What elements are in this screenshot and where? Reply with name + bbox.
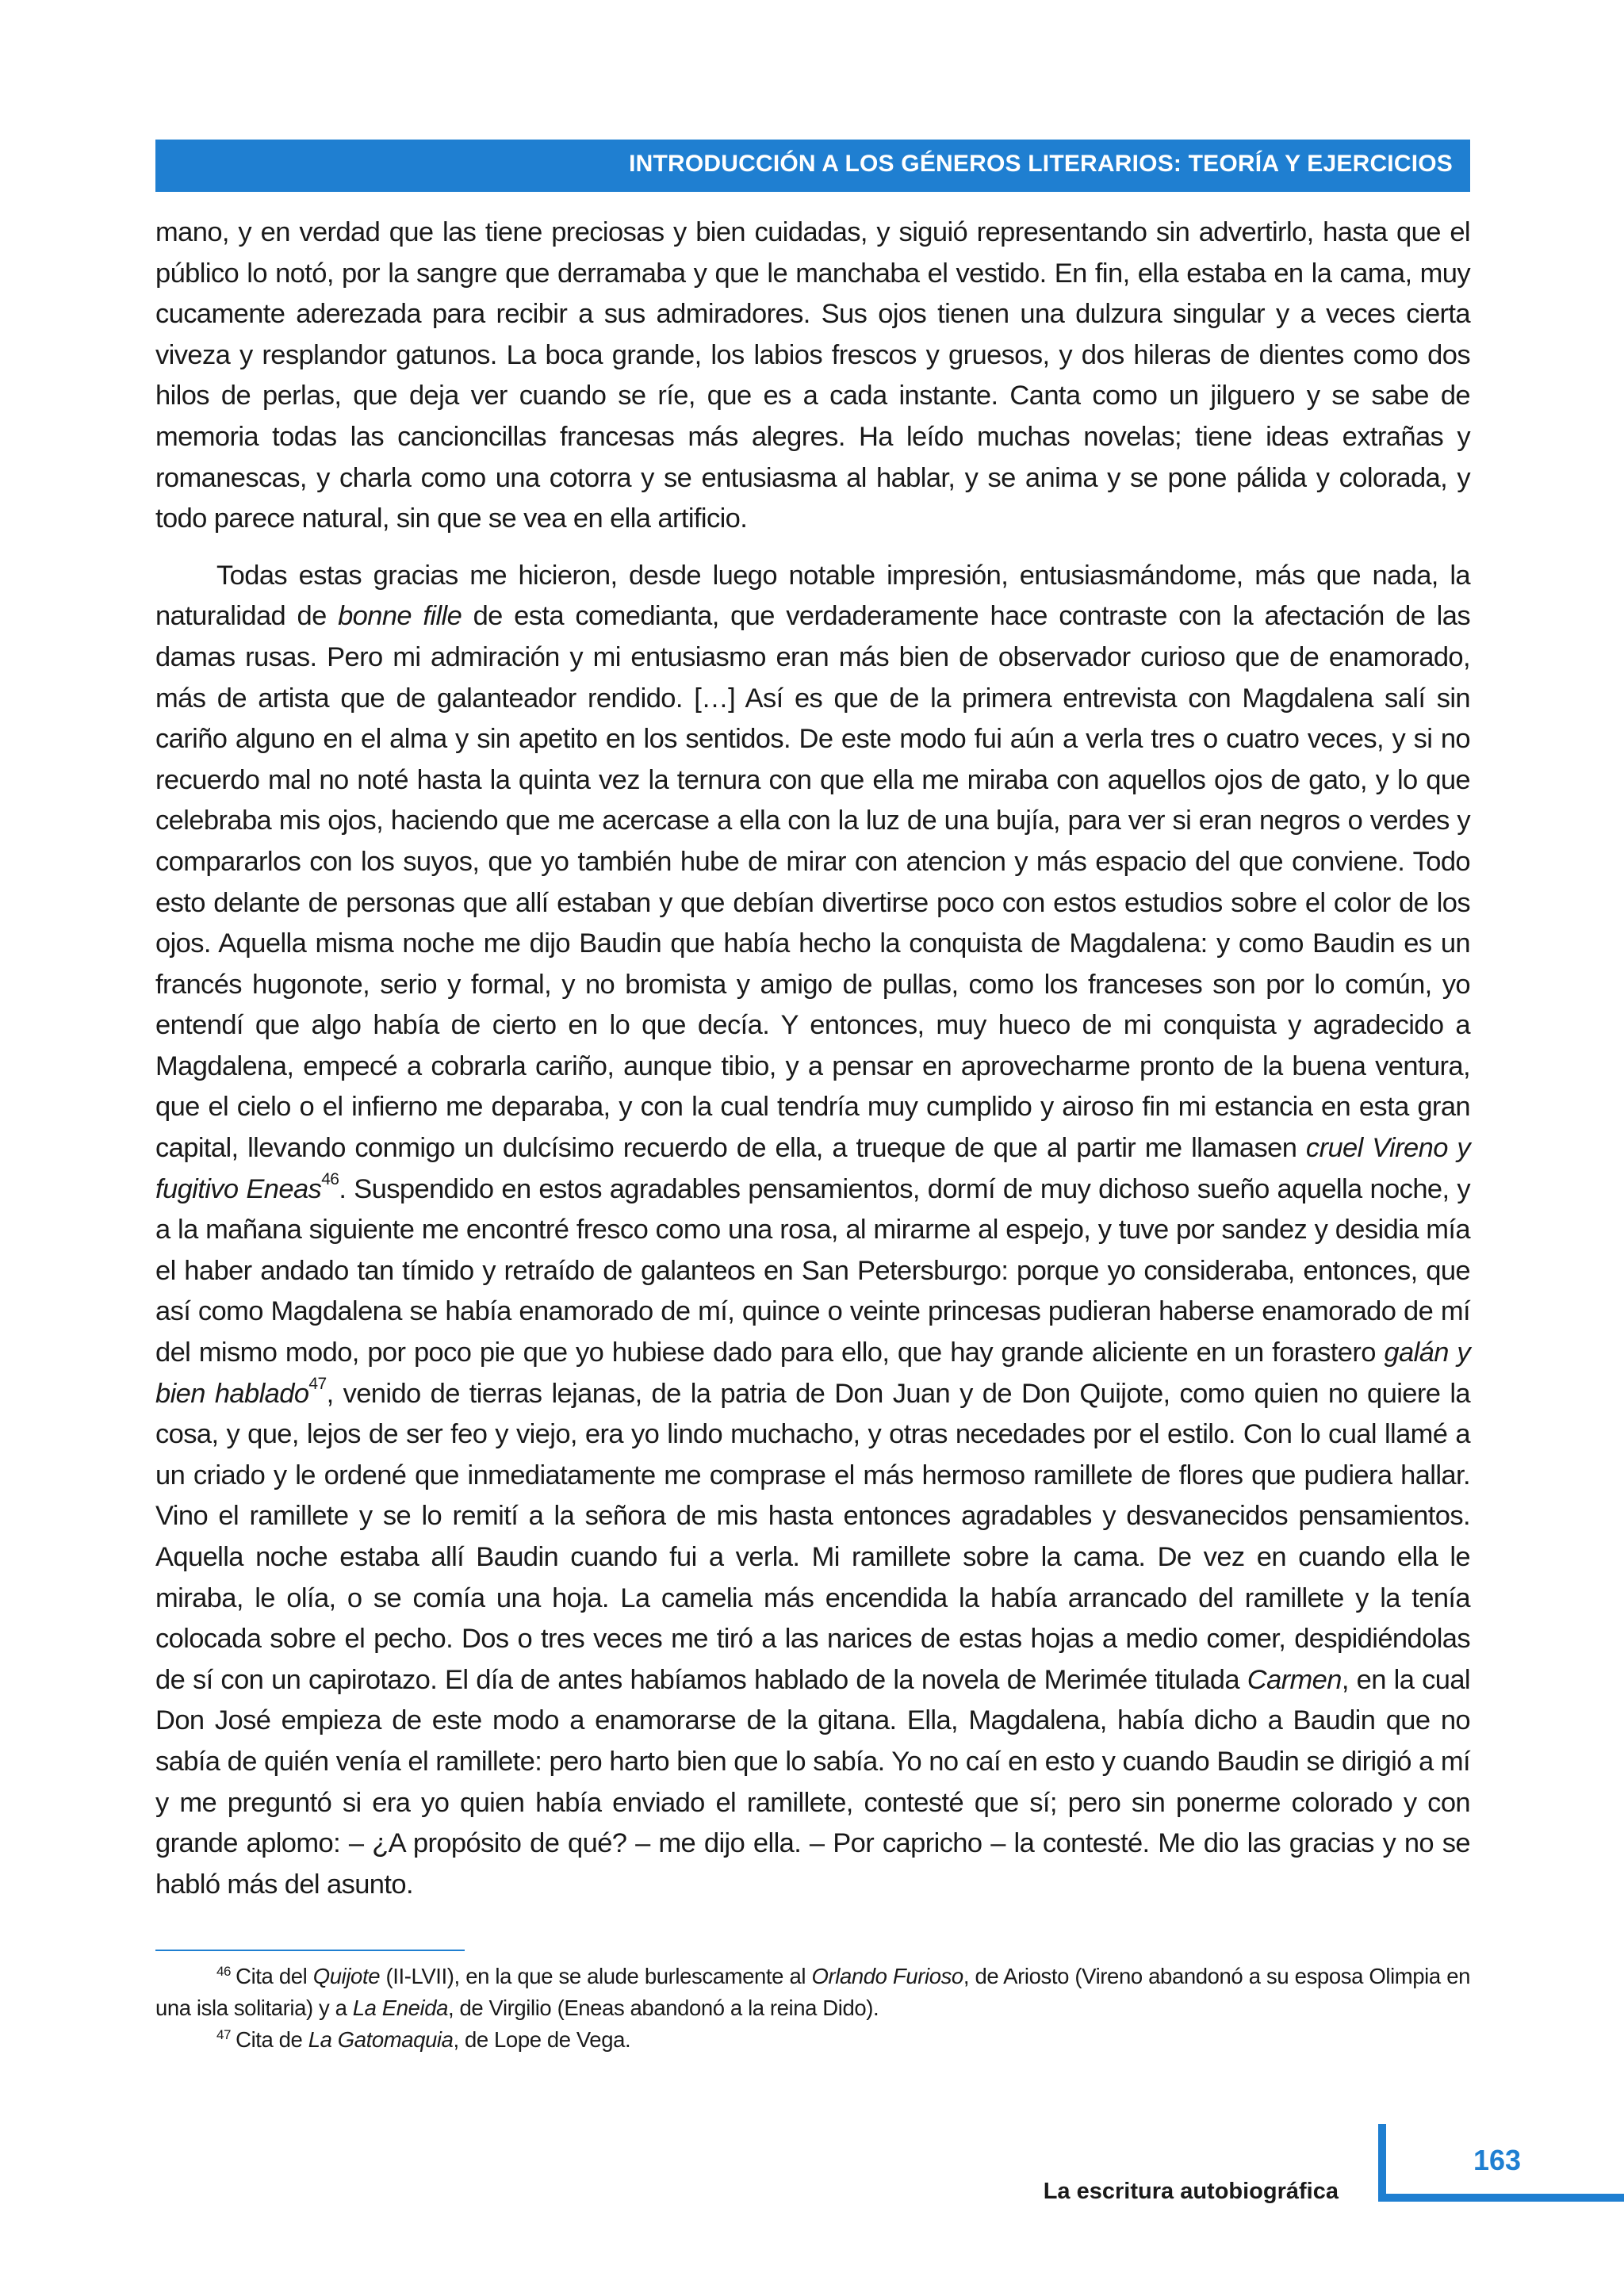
running-header-title: INTRODUCCIÓN A LOS GÉNEROS LITERARIOS: TEORÍA Y EJERCICIOS bbox=[629, 151, 1453, 177]
footnotes bbox=[155, 1961, 1470, 2056]
footnote-separator bbox=[155, 1950, 465, 1951]
italic-phrase: cruel Vireno y fugitivo Eneas bbox=[155, 1133, 1471, 1204]
italic-phrase: Orlando Furioso bbox=[811, 1964, 963, 1988]
italic-phrase: Quijote bbox=[312, 1964, 381, 1988]
footer-section-title: La escritura autobiográfica bbox=[1043, 2179, 1339, 2204]
paragraph: Todas estas gracias me hicieron, desde luego notable impresión, entusiasmándome, más que nada, la naturalidad de bonne fille de esta comedianta, que verdaderamente hace contraste con la afectación de las damas rusas. Pero mi admiración y mi entusiasmo eran más bien de observador curioso que de enamorado, más de artista que de galanteador rendido. […] Así es que de la primera entrevista con Magdalena salí sin cariño alguno en el alma y sin apetito en los sentidos. De este modo fui aún a verla tres o cuatro veces, y si no recuerdo mal no noté hasta la quinta vez la ternura con que ella me miraba con aquellos ojos de gato, y lo que celebraba mis ojos, haciendo que me acercase a ella con la luz de una bujía, para ver si eran negros o verdes y compararlos con los suyos, que yo también hube de mirar con atencion y más espacio del que conviene. Todo esto delante de personas que allí estaban y que debían divertirse poco con estos estudios sobre el color de los ojos. Aquella misma noche me dijo Baudin que había hecho la conquista de Magdalena: y como Baudin es un francés hugonote, serio y formal, y no bromista y amigo de pullas, como los franceses son por lo común, yo entendí que algo había de cierto en lo que decía. Y entonces, muy hueco de mi conquista y agradecido a Magdalena, empecé a cobrarla cariño, aunque tibio, y a pensar en aprovecharme pronto de la buena ventura, que el cielo o el infierno me deparaba, y con la cual tendría muy cumplido y airoso fin mi estancia en esta gran capital, llevando conmigo un dulcísimo recuerdo de ella, a trueque de que al partir me llamasen cruel Vireno y fugitivo Eneas$^{46}$. Suspendido en estos agradables pensamientos, dormí de muy dichoso sueño aquella noche, y a la mañana siguiente me encontré fresco como una rosa, al mirarme al espejo, y tuve por sandez y desidia mía el haber andado tan tímido y retraído de galanteos en San Petersburgo: porque yo consideraba, entonces, que así como Magdalena se había enamorado de mí, quince o veinte princesas pudieran haberse enamorado de mí del mismo modo, por poco pie que yo hubiese dado para ello, que hay grande aliciente en un forastero galán y bien hablado$^{47}$, venido de tierras lejanas, de la patria de Don Juan y de Don Quijote, como quien no quiere la cosa, y que, lejos de ser feo y viejo, era yo lindo muchacho, y otras necedades por el estilo. Con lo cual llamé a un criado y le ordené que inmediatamente me comprase el más hermoso ramillete de flores que pudiera hallar. Vino el ramillete y se lo remití a la señora de mis hasta entonces agradables y desvanecidos pensamientos. Aquella noche estaba allí Baudin cuando fui a verla. Mi ramillete sobre la cama. De vez en cuando ella le miraba, le olía, o se comía una hoja. La camelia más encendida la había arrancado del ramillete y la tenía colocada sobre el pecho. Dos o tres veces me tiró a las narices de estas hojas a medio comer, despidiéndolas de sí con un capirotazo. El día de antes habíamos hablado de la novela de Merimée titulada Carmen, en la cual Don José empieza de este modo a enamorarse de la gitana. Ella, Magdalena, había dicho a Baudin que no sabía de quién venía el ramillete: pero harto bien que lo sabía. Yo no caí en esto y cuando Baudin se dirigió a mí y me preguntó si era yo quien había enviado el ramillete, contesté que sí; pero sin ponerme colorado y con grande aplomo: – ¿A propósito de qué? – me dijo ella. – Por capricho – la contesté. Me dio las gracias y no se habló más del asunto. bbox=[155, 560, 1471, 1900]
footnote: $^{46}$ Cita del Quijote (II-LVII), en la que se alude burlescamente al Orlando Furioso, de Ariosto (Vireno abandonó a su esposa Olimpia en una isla solitaria) y a La Eneida, de Virgilio (Eneas abandonó a la reina Dido). bbox=[155, 1963, 1470, 2020]
italic-phrase: bonne fille bbox=[338, 601, 462, 632]
running-header-band bbox=[155, 140, 1470, 192]
footer-accent-vertical bbox=[1378, 2124, 1386, 2202]
paragraph: mano, y en verdad que las tiene preciosas y bien cuidadas, y siguió representando sin advertirlo, hasta que el público lo notó, por la sangre que derramaba y que le manchaba el vestido. En fin, ella estaba en la cama, muy cucamente aderezada para recibir a sus admiradores. Sus ojos tienen una dulzura singular y a veces cierta viveza y resplandor gatunos. La boca grande, los labios frescos y gruesos, y dos hileras de dientes como dos hilos de perlas, que deja ver cuando se ríe, que es a cada instante. Canta como un jilguero y se sabe de memoria todas las cancioncillas francesas más alegres. Ha leído muchas novelas; tiene ideas extrañas y romanescas, y charla como una cotorra y se entusiasma al hablar, y se anima y se pone pálida y colorada, y todo parece natural, sin que se vea en ella artificio. bbox=[155, 217, 1470, 534]
footer-accent-horizontal bbox=[1378, 2194, 1624, 2202]
footnote-number: 47 bbox=[216, 2026, 232, 2042]
italic-phrase: Carmen bbox=[1247, 1664, 1342, 1695]
page-number: 163 bbox=[1473, 2144, 1522, 2176]
footnote: $^{47}$ Cita de La Gatomaquia, de Lope de Vega. bbox=[216, 2026, 631, 2052]
footnote-ref: 47 bbox=[308, 1375, 327, 1394]
footnote-ref: 46 bbox=[321, 1170, 339, 1189]
body-text bbox=[155, 212, 1470, 1905]
italic-phrase: La Eneida bbox=[352, 1996, 448, 2020]
italic-phrase: galán y bien hablado bbox=[155, 1337, 1470, 1409]
footnote-number: 46 bbox=[216, 1963, 232, 1979]
italic-phrase: La Gatomaquia bbox=[308, 2027, 454, 2052]
